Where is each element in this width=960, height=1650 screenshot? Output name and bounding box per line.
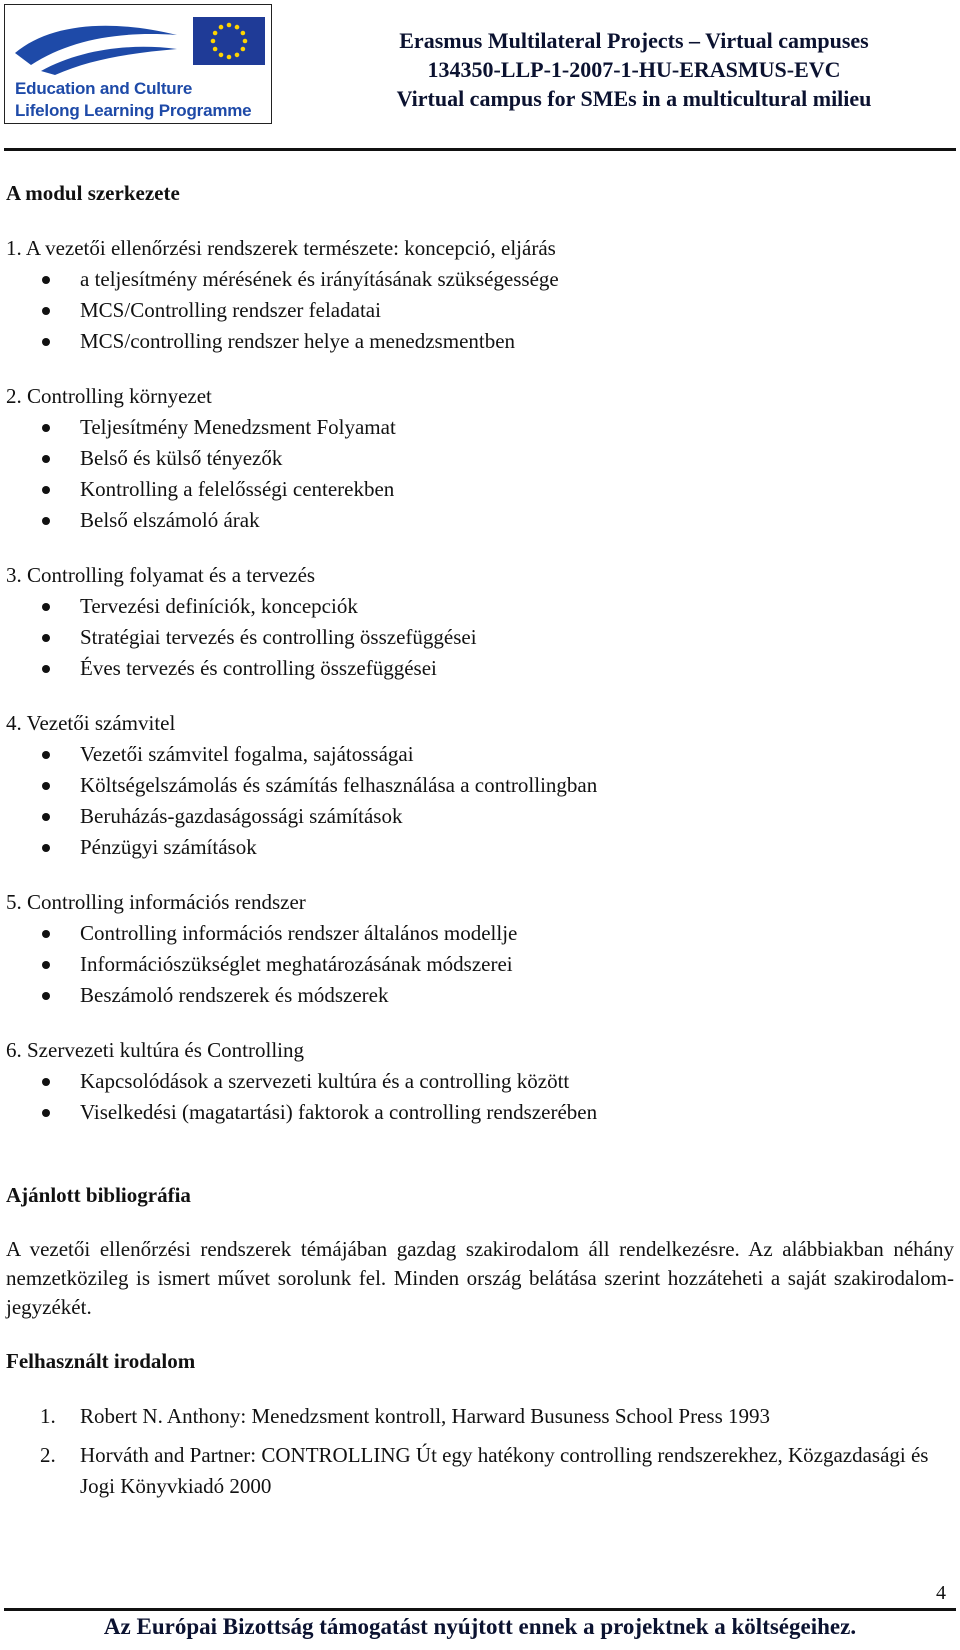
page-number: 4 bbox=[936, 1582, 946, 1604]
section bbox=[6, 560, 954, 684]
bullet-list bbox=[6, 918, 954, 1011]
bullet-list bbox=[6, 264, 954, 357]
list-item: Éves tervezés és controlling összefüggései bbox=[6, 653, 954, 684]
programme-logo bbox=[4, 4, 272, 124]
section-title: 6. Szervezeti kultúra és Controlling bbox=[6, 1038, 305, 1062]
bibliography-paragraph: A vezetői ellenőrzési rendszerek témájában gazdag szakirodalom áll rendelkezésre. Az alábbiakban néhány nemzetközileg is ismert művet sorolunk fel. Minden ország belátása szerint hozzáteheti a saját szakirodalom-jegyzékét. bbox=[6, 1237, 954, 1319]
section bbox=[6, 708, 954, 863]
bullet-icon bbox=[42, 665, 50, 673]
swoosh-icon bbox=[11, 13, 181, 77]
bullet-list bbox=[6, 1066, 954, 1128]
list-item: Beruházás-gazdaságossági számítások bbox=[6, 801, 954, 832]
section-title: 2. Controlling környezet bbox=[6, 384, 212, 408]
bullet-icon bbox=[42, 1109, 50, 1117]
header-titles bbox=[354, 26, 914, 113]
section bbox=[6, 233, 954, 357]
list-item: Viselkedési (magatartási) faktorok a controlling rendszerében bbox=[6, 1097, 954, 1128]
bullet-icon bbox=[42, 424, 50, 432]
list-item: Információszükséglet meghatározásának módszerei bbox=[6, 949, 954, 980]
reference-text: Horváth and Partner: CONTROLLING Út egy hatékony controlling rendszerekhez, Közgazdasági és Jogi Könyvkiadó 2000 bbox=[80, 1443, 929, 1498]
eu-flag-icon bbox=[193, 17, 265, 65]
reference-list bbox=[6, 1401, 954, 1502]
list-item: Controlling információs rendszer általános modellje bbox=[6, 918, 954, 949]
bullet-icon bbox=[42, 486, 50, 494]
section-title: 4. Vezetői számvitel bbox=[6, 711, 176, 735]
header-title-line3: Virtual campus for SMEs in a multicultural milieu bbox=[396, 86, 872, 111]
list-item: Pénzügyi számítások bbox=[6, 832, 954, 863]
logo-text-line2: Lifelong Learning Programme bbox=[15, 101, 252, 120]
reference-number: 2. bbox=[40, 1443, 56, 1467]
bibliography-heading: Ajánlott bibliográfia bbox=[6, 1183, 191, 1207]
bullet-icon bbox=[42, 634, 50, 642]
list-item: Kontrolling a felelősségi centerekben bbox=[6, 474, 954, 505]
bullet-list bbox=[6, 739, 954, 863]
literature-heading: Felhasznált irodalom bbox=[6, 1349, 196, 1373]
logo-text-line1: Education and Culture bbox=[15, 79, 193, 98]
bullet-icon bbox=[42, 751, 50, 759]
bullet-icon bbox=[42, 992, 50, 1000]
footer-text: Az Európai Bizottság támogatást nyújtott ennek a projektnek a költségeihez. bbox=[103, 1614, 857, 1639]
list-item: a teljesítmény mérésének és irányításának szükségessége bbox=[6, 264, 954, 295]
page-content bbox=[6, 178, 954, 1502]
bullet-icon bbox=[42, 276, 50, 284]
section bbox=[6, 1035, 954, 1128]
bullet-icon bbox=[42, 844, 50, 852]
reference-item bbox=[6, 1440, 954, 1502]
list-item: Kapcsolódások a szervezeti kultúra és a controlling között bbox=[6, 1066, 954, 1097]
reference-text: Robert N. Anthony: Menedzsment kontroll, Harward Busuness School Press 1993 bbox=[80, 1404, 771, 1428]
footer-divider bbox=[4, 1608, 956, 1611]
bullet-icon bbox=[42, 961, 50, 969]
bullet-icon bbox=[42, 930, 50, 938]
bullet-list bbox=[6, 412, 954, 536]
section-title: 5. Controlling információs rendszer bbox=[6, 890, 306, 914]
list-item: Stratégiai tervezés és controlling összefüggései bbox=[6, 622, 954, 653]
bullet-icon bbox=[42, 455, 50, 463]
section-title: 1. A vezetői ellenőrzési rendszerek természete: koncepció, eljárás bbox=[6, 236, 556, 260]
list-item: Tervezési definíciók, koncepciók bbox=[6, 591, 954, 622]
bullet-icon bbox=[42, 603, 50, 611]
list-item: Beszámoló rendszerek és módszerek bbox=[6, 980, 954, 1011]
header-divider bbox=[4, 148, 956, 151]
bullet-icon bbox=[42, 307, 50, 315]
section bbox=[6, 381, 954, 536]
list-item: MCS/controlling rendszer helye a menedzsmentben bbox=[6, 326, 954, 357]
bullet-icon bbox=[42, 813, 50, 821]
list-item: MCS/Controlling rendszer feladatai bbox=[6, 295, 954, 326]
list-item: Belső és külső tényezők bbox=[6, 443, 954, 474]
list-item: Költségelszámolás és számítás felhasználása a controllingban bbox=[6, 770, 954, 801]
list-item: Teljesítmény Menedzsment Folyamat bbox=[6, 412, 954, 443]
list-item: Belső elszámoló árak bbox=[6, 505, 954, 536]
header-title-line1: Erasmus Multilateral Projects – Virtual campuses bbox=[399, 28, 869, 53]
bullet-icon bbox=[42, 517, 50, 525]
reference-item bbox=[6, 1401, 954, 1432]
reference-number: 1. bbox=[40, 1404, 56, 1428]
bullet-icon bbox=[42, 1078, 50, 1086]
page-header bbox=[0, 0, 960, 150]
section-title: 3. Controlling folyamat és a tervezés bbox=[6, 563, 316, 587]
header-project-code: 134350-LLP-1-2007-1-HU-ERASMUS-EVC bbox=[427, 57, 841, 82]
list-item: Vezetői számvitel fogalma, sajátosságai bbox=[6, 739, 954, 770]
bullet-icon bbox=[42, 782, 50, 790]
module-heading: A modul szerkezete bbox=[6, 181, 180, 205]
section bbox=[6, 887, 954, 1011]
bullet-list bbox=[6, 591, 954, 684]
bullet-icon bbox=[42, 338, 50, 346]
